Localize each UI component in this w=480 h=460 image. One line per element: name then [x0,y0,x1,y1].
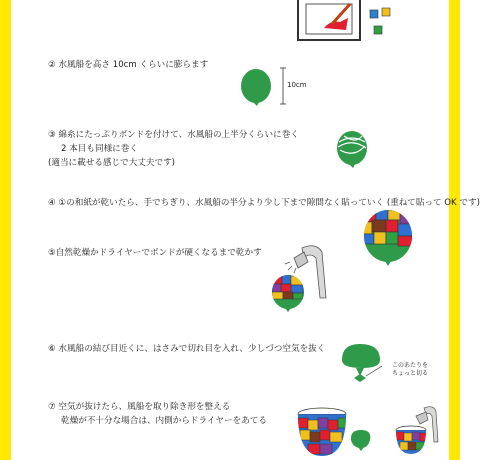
step-7-line1: ⑦ 空気が抜けたら、風船を取り除き形を整える [48,402,231,412]
yellow-border-right [449,0,460,460]
step-6-line1: ⑥ 水風船の結び目近くに、はさみで切れ目を入れ、少しづつ空気を抜く [48,344,326,354]
step-4-line2: (重ねて貼って OK です) [386,198,480,208]
bowl-with-hairdryer-illustration [394,402,442,458]
step-5-text [48,246,262,260]
hairdryer-drying-illustration [262,238,342,318]
step-4-line1: ④ ①の和紙が乾いたら、手でちぎり、水風船の半分より少し下まで隙間なく貼っていく [48,198,385,208]
step-3-line2: 2 本目も同様に巻く [61,144,138,154]
cut-here-note [392,362,428,378]
step-3-text [48,128,299,170]
inflated-balloon-illustration [236,64,296,114]
deflated-balloon-illustration [348,426,374,452]
step-2-text [48,58,208,72]
cut-note-line2: ちょっと切る [392,370,429,377]
thread-wrapped-balloon-illustration [332,128,376,176]
step-3-line1: ③ 綿糸にたっぷりボンドを付けて、水風船の上半分くらいに巻く [48,130,299,140]
yellow-border-left [0,0,11,460]
step-2-line1: ② 水風船を高さ 10cm くらいに膨らます [48,60,209,70]
paper-covered-balloon-illustration [360,208,416,272]
step-7-line2: 乾燥が不十分な場合は、内側からドライヤーをあてる [61,416,267,426]
upside-down-balloon-illustration [336,336,396,396]
cut-note-line1: このあたりを [392,362,429,369]
paint-canvas-illustration [296,0,396,44]
step-7-text [48,400,267,428]
step-6-text [48,342,325,356]
step-5-line1: ⑤自然乾燥かドライヤーでボンドが硬くなるまで乾かす [48,248,262,258]
step-3-line3: (適当に載せる感じで大丈夫です) [48,158,176,168]
finished-bowl-illustration [296,404,348,460]
height-label: 10cm [287,81,307,89]
